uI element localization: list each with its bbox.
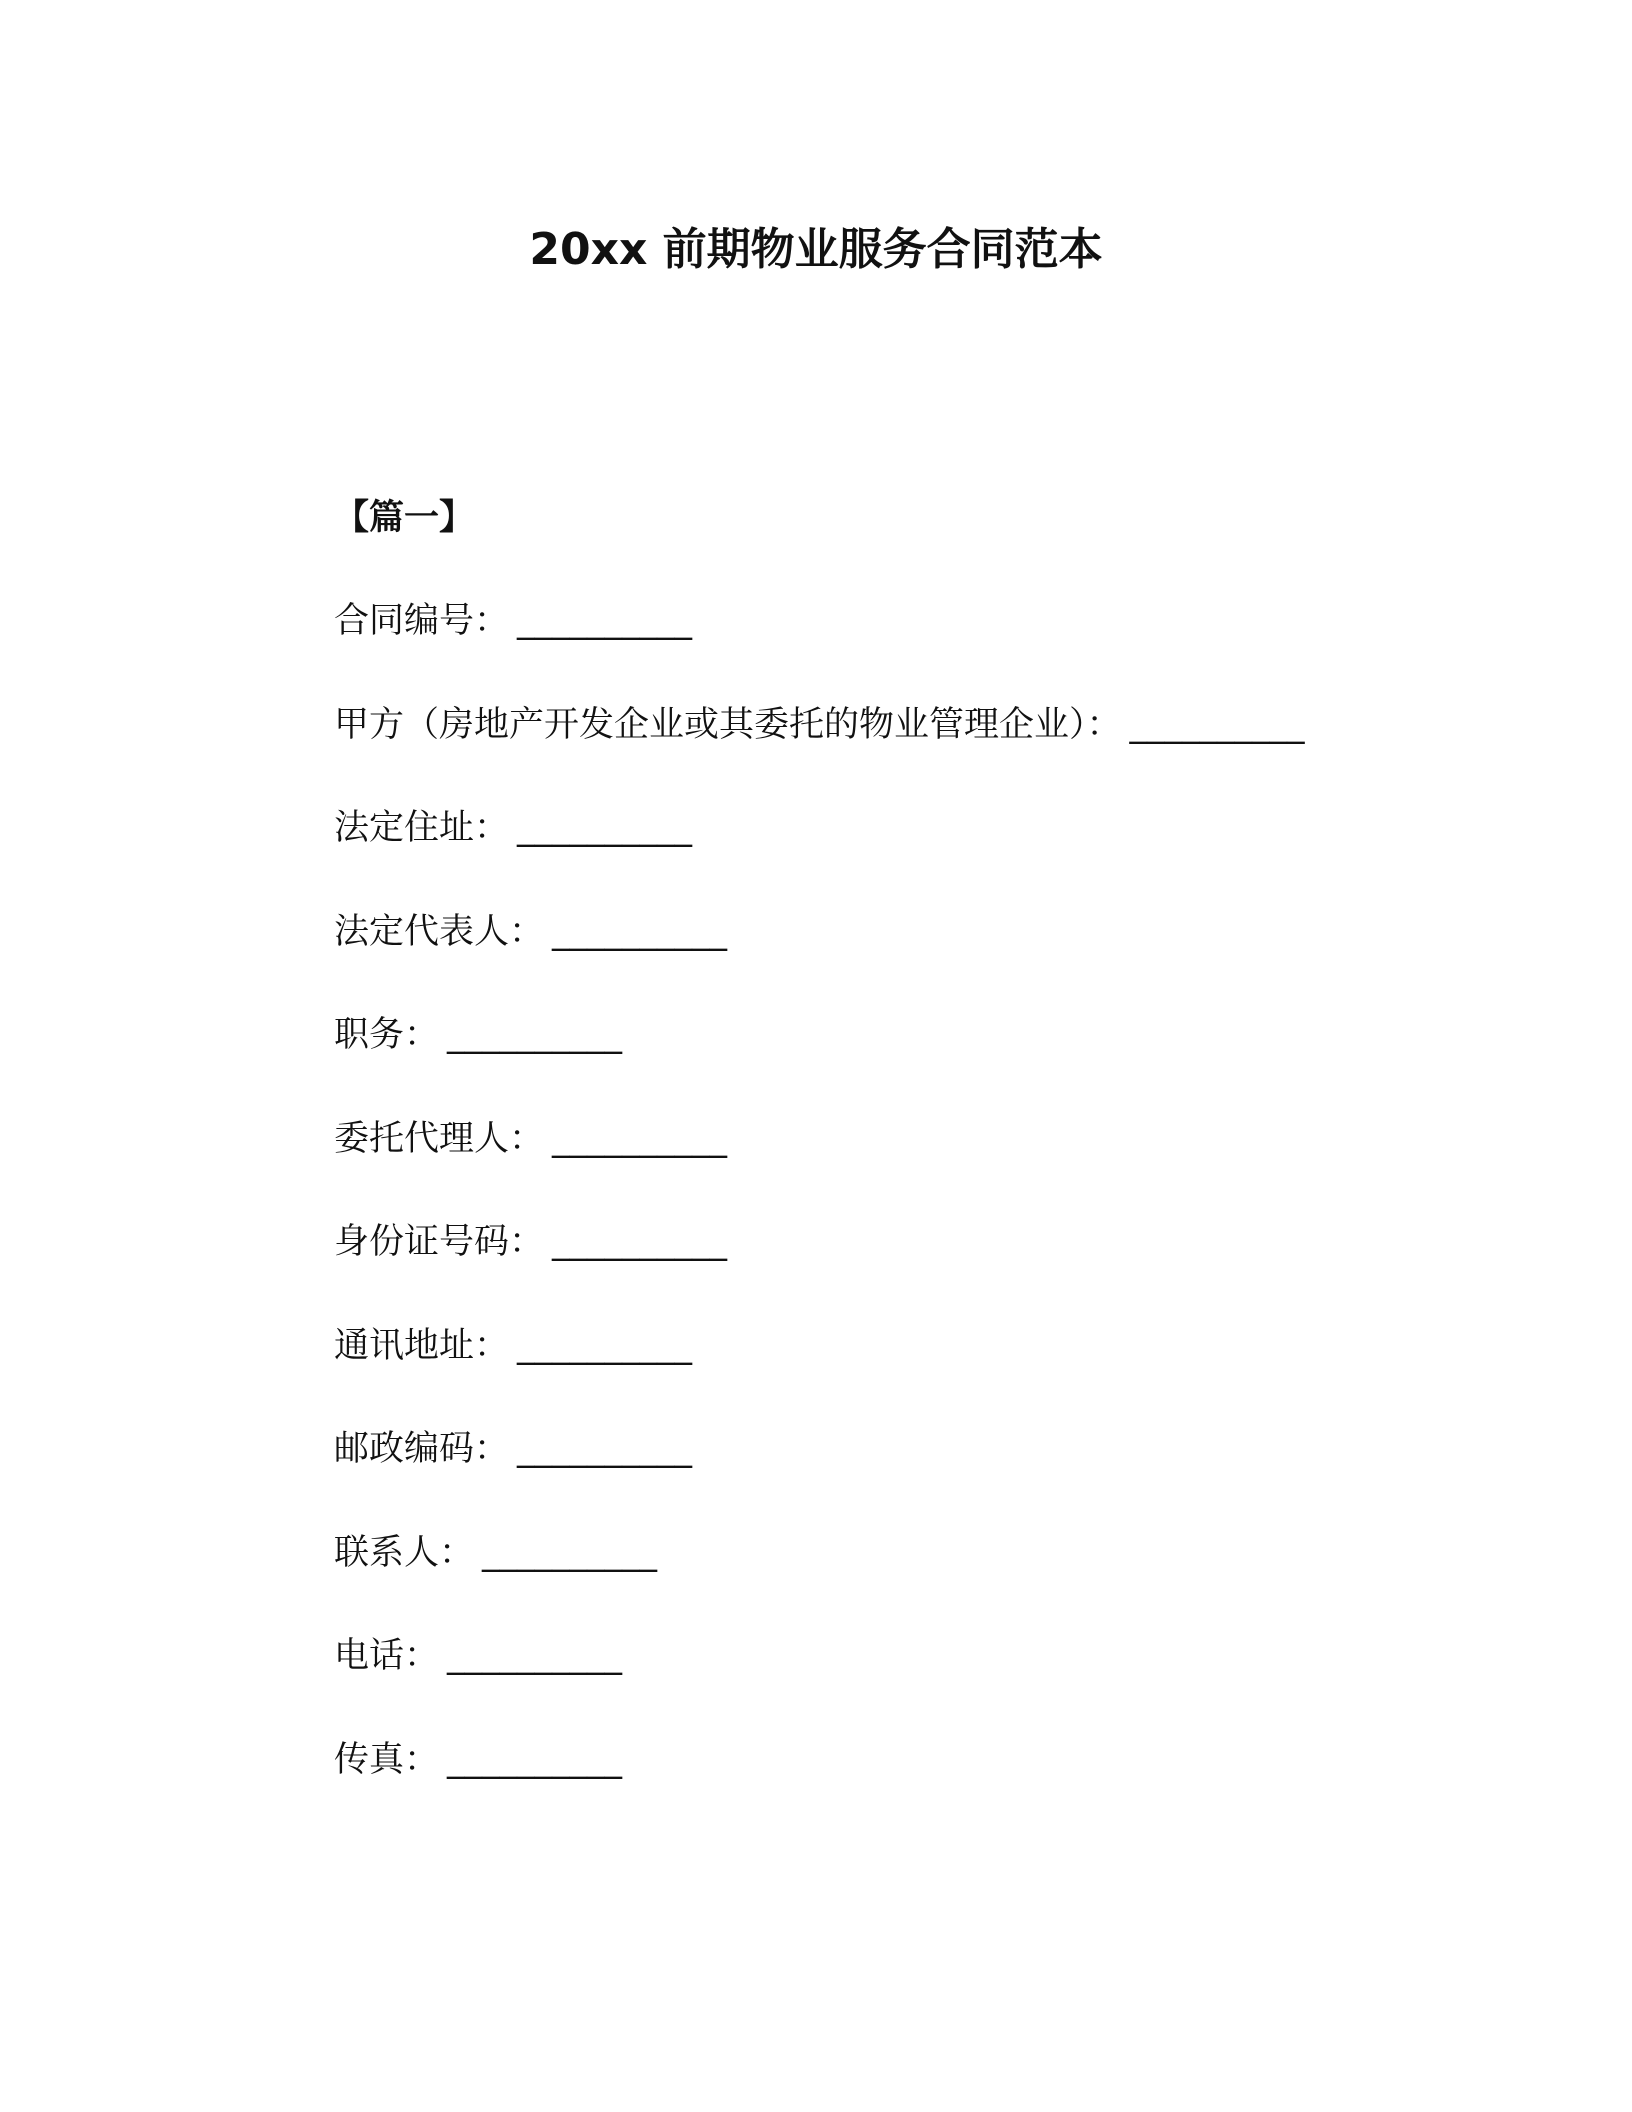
field-contact-person bbox=[334, 1529, 1434, 1633]
field-label: 法定住址： bbox=[334, 808, 510, 848]
field-label: 法定代表人： bbox=[334, 911, 545, 952]
field-label: 职务： bbox=[334, 1015, 440, 1055]
field-contract-number bbox=[334, 597, 1434, 701]
field-id-number bbox=[334, 1218, 1434, 1322]
field-fax bbox=[334, 1736, 1434, 1840]
field-blank: __________ bbox=[517, 1325, 693, 1366]
section-heading: 【篇一】 bbox=[334, 498, 475, 538]
field-legal-address bbox=[334, 804, 1434, 908]
field-blank: __________ bbox=[552, 1118, 728, 1159]
field-legal-representative bbox=[334, 908, 1434, 1012]
field-label: 电话： bbox=[334, 1636, 440, 1676]
field-blank: __________ bbox=[482, 1532, 658, 1573]
field-blank: __________ bbox=[552, 1222, 728, 1262]
field-label: 身份证号码： bbox=[334, 1222, 545, 1262]
field-mailing-address bbox=[334, 1322, 1434, 1426]
field-label: 邮政编码： bbox=[334, 1429, 510, 1469]
field-blank: __________ bbox=[552, 911, 728, 952]
document-title: 20xx 前期物业服务合同范本 bbox=[529, 224, 1103, 275]
field-blank: __________ bbox=[447, 1636, 623, 1676]
field-blank: __________ bbox=[447, 1739, 623, 1780]
field-postal-code bbox=[334, 1425, 1434, 1529]
field-party-a bbox=[334, 701, 1434, 805]
field-blank: __________ bbox=[517, 808, 693, 848]
field-blank: __________ bbox=[517, 1429, 693, 1469]
field-label: 合同编号： bbox=[334, 601, 510, 641]
field-blank: __________ bbox=[1129, 704, 1305, 745]
field-phone bbox=[334, 1632, 1434, 1736]
field-label: 委托代理人： bbox=[334, 1118, 545, 1159]
field-blank: __________ bbox=[517, 601, 693, 641]
field-authorized-agent bbox=[334, 1115, 1434, 1219]
field-blank: __________ bbox=[447, 1015, 623, 1055]
field-label: 联系人： bbox=[334, 1532, 475, 1573]
field-label: 通讯地址： bbox=[334, 1325, 510, 1366]
field-position bbox=[334, 1011, 1434, 1115]
contract-fields bbox=[334, 597, 1434, 1839]
field-label: 传真： bbox=[334, 1739, 440, 1780]
field-label: 甲方（房地产开发企业或其委托的物业管理企业）： bbox=[334, 704, 1122, 745]
